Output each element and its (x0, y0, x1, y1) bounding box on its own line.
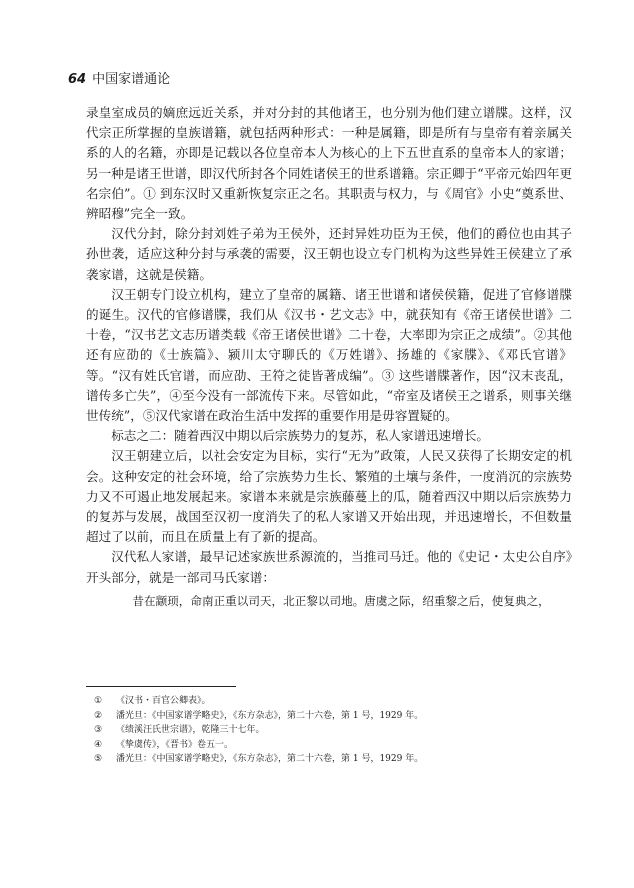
paragraph-6: 汉代私人家谱，最早记述家族世系源流的，当推司马迁。他的《史记・太史公自序》开头部分，就是一部司马氏家谱： (86, 549, 572, 585)
block-quote: 昔在颛顼，命南正重以司天，北正黎以司地。唐虞之际，绍重黎之后，使复典之， (132, 593, 550, 608)
paragraph-3: 汉王朝专门设立机构，建立了皇帝的属籍、诸王世谱和诸侯侯籍，促进了官修谱牒的诞生。汉代的官修谱牒，我们从《汉书・艺文志》中，就获知有《帝王诸侯世谱》二十卷，“汉书艺文志历谱类载《帝王诸侯世谱》二十卷，大率即为宗正之成绩”。②其他还有应劭的《士族篇》、颍川太守聊氏的《万姓谱》、扬雄的《家牒》、《邓氏官谱》等。“汉有姓氏官谱，而应劭、王符之徒皆著成编”。③ 这些谱牒著作，因“汉末丧乱，谱传多亡失”，④至今没有一部流传下来。尽管如此，“帝室及诸侯王之谱系，则事关继世传统”，⑤汉代家谱在政治生活中发挥的重要作用是毋容置疑的。 (86, 286, 572, 424)
footnote (94, 694, 574, 709)
paragraph-2: 汉代分封，除分封刘姓子弟为王侯外，还封异姓功臣为王侯，他们的爵位也由其子孙世袭，适应这种分封与承袭的需要，汉王朝也设立专门机构为这些异姓王侯建立了承袭家谱，这就是侯籍。 (86, 226, 572, 282)
footnote (94, 752, 574, 767)
footnote-text: 《挚虞传》，《晋书》卷五一。 (116, 739, 234, 750)
footnote-mark: ③ (94, 725, 103, 736)
footnote-separator (86, 686, 236, 687)
footnote-text: 潘光旦：《中国家谱学略史》，《东方杂志》，第二十六卷，第 1 号，1929 年。 (116, 710, 424, 721)
main-text (86, 103, 572, 611)
footnote-mark: ① (94, 696, 103, 706)
footnote (94, 709, 574, 724)
paragraph-5: 汉王朝建立后，以社会安定为目标，实行“无为”政策，人民又获得了长期安定的机会。这种安定的社会环境，给了宗族势力生长、繁殖的土壤与条件，一度消沉的宗族势力又不可遏止地发展起来。家谱本来就是宗族藤蔓上的瓜，随着西汉中期以后宗族势力的复苏与发展，战国至汉初一度消失了的私人家谱又开始出现，并迅速增长，不但数量超过了以前，而且在质量上有了新的提高。 (86, 448, 572, 545)
footnote-mark: ④ (94, 739, 103, 750)
page-number: 64 (68, 72, 87, 87)
footnote (94, 723, 574, 738)
footnote-mark: ⑤ (94, 754, 103, 765)
footnote-mark: ② (94, 710, 103, 721)
footnotes (94, 694, 574, 767)
paragraph-1: 录皇室成员的嫡庶远近关系，并对分封的其他诸王，也分别为他们建立谱牒。这样，汉代宗正所掌握的皇族谱籍，就包括两种形式：一种是属籍，即是所有与皇帝有着亲属关系的人的名籍，亦即是记载以各位皇帝本人为核心的上下五世直系的皇帝本人的家谱；另一种是诸王世谱，即汉代所封各个同姓诸侯王的世系谱籍。宗正卿于“平帝元始四年更名宗伯”。① 到东汉时又重新恢复宗正之名。其职责与权力，与《周官》小史“奠系世、辨昭穆”完全一致。 (86, 105, 572, 222)
footnote-text: 《绩溪汪氏世宗谱》，乾隆三十七年。 (116, 725, 265, 736)
footnote-text: 《汉书・百官公卿表》。 (116, 696, 211, 706)
footnote (94, 738, 574, 753)
running-header (68, 72, 170, 88)
paragraph-4: 标志之二：随着西汉中期以后宗族势力的复苏，私人家谱迅速增长。 (111, 428, 489, 444)
running-title: 中国家谱通论 (92, 72, 171, 87)
footnote-text: 潘光旦：《中国家谱学略史》，《东方杂志》，第二十六卷，第 1 号，1929 年。 (116, 754, 424, 765)
